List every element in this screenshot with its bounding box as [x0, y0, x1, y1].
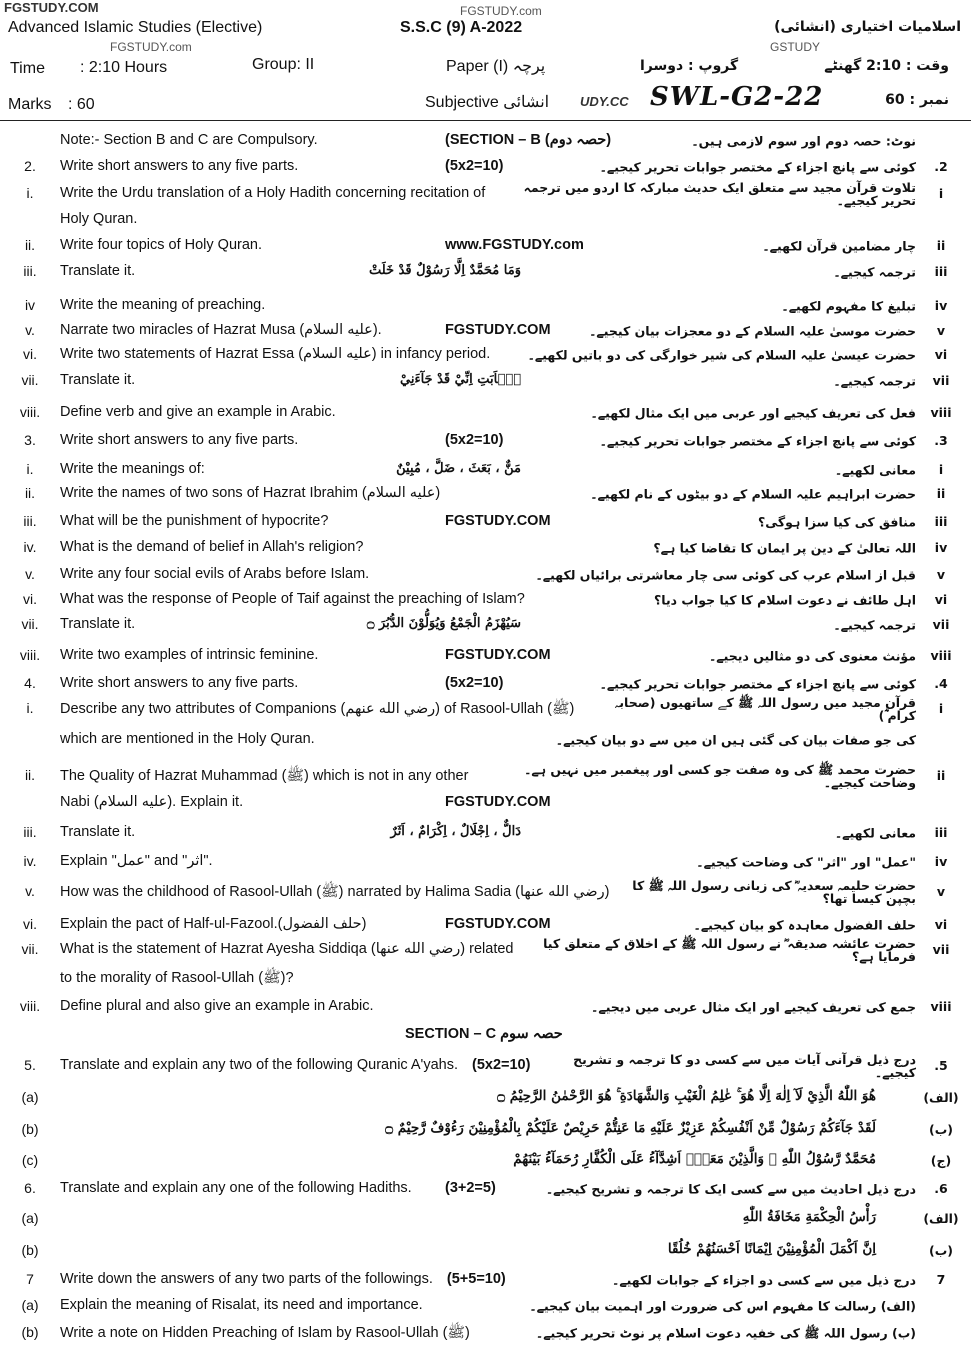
- question-text: Holy Quran.: [60, 211, 138, 227]
- question-text: The Quality of Hazrat Muhammad (ﷺ) which is not in any other: [60, 768, 469, 784]
- question-row: [0, 430, 971, 452]
- question-number-urdu: vii: [932, 617, 950, 632]
- question-text-urdu: حضرت ابراہیم علیہ السلام کے دو بیٹوں کے نام لکھیے۔: [590, 486, 916, 502]
- question-row: [0, 564, 971, 586]
- watermark-text: UDY.CC: [580, 94, 629, 109]
- question-number: iv.: [23, 539, 37, 555]
- question-number-urdu: viii: [930, 999, 952, 1014]
- question-number-urdu: (ج): [930, 1153, 952, 1168]
- question-number-urdu: 7: [936, 1272, 946, 1287]
- question-number: viii.: [19, 647, 41, 663]
- question-number: i.: [26, 461, 34, 477]
- question-text: Translate and explain any two of the following Quranic A'yahs.: [60, 1057, 458, 1073]
- question-number: viii.: [19, 404, 41, 420]
- question-row: [0, 295, 971, 317]
- question-row: [0, 235, 971, 257]
- question-marks: FGSTUDY.COM: [445, 513, 551, 529]
- question-number: iii.: [23, 513, 37, 529]
- arabic-text: يٰۤاَبَتِ اِنِّيْ قَدْ جَآءَنِيْ: [400, 372, 521, 387]
- question-text-urdu: حضرت محمد ﷺ کی وہ صفت جو کسی اور پیغمبر میں نہیں ہے۔ وضاحت کیجیے۔: [524, 762, 916, 790]
- question-marks: SECTION – C حصہ سوم: [405, 1026, 563, 1042]
- question-text-urdu: نوٹ: حصہ دوم اور سوم لازمی ہیں۔: [691, 133, 916, 149]
- arabic-verse: هُوَ اللّٰهُ الَّذِيْ لَآ اِلٰهَ اِلَّا هُوَ ۚ عٰلِمُ الْغَيْبِ وَالشَّهَادَةِ ۚ هُوَ الرَّحْمٰنُ الرَّحِيْمُ ۝: [497, 1088, 876, 1104]
- question-row: [0, 851, 971, 873]
- watermark-text: FGSTUDY.COM: [4, 0, 99, 15]
- question-row: [0, 967, 971, 989]
- question-number-urdu: 2.: [934, 159, 948, 174]
- question-number: vi.: [23, 916, 37, 932]
- question-marks: (5x2=10): [445, 675, 504, 691]
- question-text-urdu: حضرت موسیٰ علیہ السلام کے دو معجزات بیان کیجیے۔: [589, 323, 916, 339]
- question-text-urdu: قرآن مجید میں رسول اللہ ﷺ کے ساتھیوں (صحابہ کرام ؓ): [614, 695, 916, 723]
- question-text-urdu: ترجمہ کیجیے۔: [833, 617, 916, 633]
- question-number: (b): [21, 1121, 39, 1137]
- question-text: Translate and explain any one of the following Hadiths.: [60, 1180, 412, 1196]
- question-row: [0, 936, 971, 964]
- question-row: [0, 1322, 971, 1344]
- question-number: vii.: [21, 372, 39, 388]
- question-text: Write the meanings of:: [60, 461, 205, 477]
- question-row: [0, 695, 971, 723]
- question-text-urdu: تلاوت قرآن مجید سے متعلق ایک حدیث مبارکہ کا اردو میں ترجمہ تحریر کیجیے۔: [523, 180, 916, 208]
- question-row: [0, 1052, 971, 1080]
- question-text: Write a note on Hidden Preaching of Islam by Rasool-Ullah (ﷺ): [60, 1325, 470, 1341]
- group-label: Group: II: [252, 56, 315, 73]
- question-number-urdu: (ب): [929, 1243, 953, 1258]
- arabic-text: مَنٌّ ، بَعَثَ ، ضَلَّ ، مُبِيْنٌ: [396, 461, 521, 476]
- question-row: [0, 1087, 971, 1109]
- question-row: [0, 537, 971, 559]
- question-text-urdu: قبل از اسلام عرب کی کوئی سی چار معاشرتی برائیاں لکھیے۔: [535, 567, 916, 583]
- question-number: ii.: [24, 237, 36, 253]
- question-marks: (5x2=10): [445, 158, 504, 174]
- marks-value: : 60: [68, 96, 95, 113]
- question-text-urdu: (الف) رسالت کا مفہوم اس کی ضرورت اور اہمیت بیان کیجیے۔: [529, 1298, 916, 1314]
- question-text-urdu: درج ذیل قرآنی آیات میں سے کسی دو کا ترجمہ و تشریح کیجیے۔: [573, 1052, 916, 1080]
- arabic-text: وَمَا مُحَمَّدٌ اِلَّا رَسُوْلٌ قَدْ خَلَتْ: [368, 263, 521, 278]
- question-number-urdu: iv: [934, 540, 948, 555]
- arabic-verse: اِنَّ اَكْمَلَ الْمُؤْمِنِيْنَ اِيْمَانًا اَحْسَنُهُمْ خُلُقًا: [667, 1241, 876, 1257]
- question-text: Write four topics of Holy Quran.: [60, 237, 263, 253]
- question-text: Write two examples of intrinsic feminine.: [60, 647, 319, 663]
- question-number-urdu: v: [936, 884, 946, 899]
- question-number: vii.: [21, 941, 39, 957]
- question-number-urdu: viii: [930, 648, 952, 663]
- question-text-urdu: کوئی سے پانچ اجزاء کے مختصر جوابات تحریر کیجیے۔: [599, 676, 916, 692]
- question-text-urdu: تبلیغ کا مفہوم لکھیے۔: [781, 298, 916, 314]
- question-number: 4.: [24, 675, 36, 691]
- question-row: [0, 156, 971, 178]
- question-number-urdu: v: [936, 567, 946, 582]
- question-text-urdu: درج ذیل احادیث میں سے کسی ایک کا ترجمہ و تشریح کیجیے۔: [545, 1181, 916, 1197]
- question-text: What will be the punishment of hypocrite?: [60, 513, 329, 529]
- question-text: Write the Urdu translation of a Holy Hadith concerning recitation of: [60, 185, 486, 201]
- question-number-urdu: (الف): [923, 1211, 959, 1226]
- question-row: [0, 370, 971, 392]
- question-text: Note:- Section B and C are Compulsory.: [60, 132, 318, 148]
- question-marks: (5+5=10): [446, 1271, 506, 1287]
- question-text: Write the meaning of preaching.: [60, 297, 266, 313]
- question-text-urdu: معانی لکھیے۔: [834, 462, 916, 478]
- question-number: (a): [21, 1089, 39, 1105]
- question-text: Explain the meaning of Risalat, its need and importance.: [60, 1297, 423, 1313]
- question-text: What was the response of People of Taif against the preaching of Islam?: [60, 591, 525, 607]
- question-row: [0, 614, 971, 636]
- question-marks: (5x2=10): [472, 1057, 531, 1073]
- question-number: (a): [21, 1210, 39, 1226]
- question-text: What is the statement of Hazrat Ayesha Siddiqa (رضي الله عنها) related: [60, 941, 514, 957]
- question-number: 7: [26, 1271, 34, 1287]
- question-row: [0, 589, 971, 611]
- arabic-verse: مُحَمَّدٌ رَّسُوْلُ اللّٰهِ ۚ وَالَّذِيْنَ مَعَهٗۤ اَشِدَّآءُ عَلَى الْكُفَّارِ رُحَمَآءُ بَيْنَهُمْ: [513, 1151, 876, 1167]
- question-text: Translate it.: [60, 263, 136, 279]
- question-text-urdu: کی جو صفات بیان کی گئی ہیں ان میں سے دو بیان کیجیے۔: [555, 732, 916, 748]
- paper-label: Paper (I) پرچہ: [446, 58, 546, 75]
- question-number: iii.: [23, 263, 37, 279]
- watermark-text: FGSTUDY.com: [460, 4, 542, 18]
- question-row: [0, 878, 971, 906]
- question-text-urdu: اہل طائف نے دعوت اسلام کا کیا جواب دیا؟: [654, 592, 916, 608]
- question-number: v.: [25, 883, 35, 899]
- question-marks: (3+2=5): [445, 1180, 496, 1196]
- question-number: 6.: [24, 1180, 36, 1196]
- question-text: Translate it.: [60, 824, 136, 840]
- question-number-urdu: (ب): [929, 1122, 953, 1137]
- question-number: (b): [21, 1242, 39, 1258]
- question-text: Write short answers to any five parts.: [60, 675, 299, 691]
- question-number: vii.: [21, 616, 39, 632]
- question-number: 3.: [24, 432, 36, 448]
- question-text-urdu: کوئی سے پانچ اجزاء کے مختصر جوابات تحریر کیجیے۔: [599, 159, 916, 175]
- watermark-text: GSTUDY: [770, 40, 821, 54]
- arabic-text: دَالٌّ ، اِجْلَالٌ ، اِكْرَامٌ ، اَثَرٌ: [390, 824, 521, 839]
- question-row: [0, 792, 971, 814]
- question-number-urdu: vii: [932, 942, 950, 957]
- question-text: What is the demand of belief in Allah's religion?: [60, 539, 364, 555]
- question-number-urdu: i: [938, 186, 944, 201]
- question-text: How was the childhood of Rasool-Ullah (ﷺ) narrated by Halima Sadia (رضي الله عنها): [60, 884, 610, 900]
- question-text-urdu: کوئی سے پانچ اجزاء کے مختصر جوابات تحریر کیجیے۔: [599, 433, 916, 449]
- question-text: Translate it.: [60, 616, 136, 632]
- question-row: [0, 914, 971, 936]
- question-number: iv: [24, 297, 36, 313]
- question-text: Translate it.: [60, 372, 136, 388]
- question-text: Write down the answers of any two parts of the followings.: [60, 1271, 433, 1287]
- question-row: [0, 320, 971, 342]
- question-number: v.: [25, 566, 35, 582]
- question-number: i.: [26, 700, 34, 716]
- question-text-urdu: ترجمہ کیجیے۔: [833, 373, 916, 389]
- watermark-text: FGSTUDY.com: [110, 40, 192, 54]
- question-text-urdu: حضرت عائشہ صدیقہ ؓ نے رسول اللہ ﷺ کے اخلاق کے متعلق کیا فرمایا ہے؟: [543, 936, 916, 964]
- question-text: Explain "عمل" and "اثر".: [60, 853, 213, 869]
- marks-label: Marks: [8, 96, 52, 113]
- question-text-urdu: درج ذیل میں سے کسی دو اجزاء کے جوابات لکھیے۔: [612, 1272, 916, 1288]
- question-number-urdu: 3.: [934, 433, 948, 448]
- question-row: [0, 209, 971, 231]
- question-text-urdu: "عمل" اور "اثر" کی وضاحت کیجیے۔: [696, 854, 916, 870]
- question-number-urdu: i: [938, 701, 944, 716]
- question-row: [0, 1295, 971, 1317]
- question-text: Describe any two attributes of Companions (رضي الله عنهم) of Rasool-Ullah (ﷺ): [60, 701, 575, 717]
- question-row: [0, 1119, 971, 1141]
- question-row: [0, 483, 971, 505]
- question-text-urdu: حلف الفضول معاہدہ کو بیان کیجیے۔: [693, 917, 916, 933]
- arabic-verse: رَأْسُ الْحِكْمَةِ مَخَافَةُ اللّٰهِ: [742, 1209, 876, 1225]
- question-text-urdu: حضرت عیسیٰ علیہ السلام کی شیر خوارگی کی دو باتیں لکھیے۔: [527, 347, 916, 363]
- question-text: Write the names of two sons of Hazrat Ibrahim (عليه السلام): [60, 485, 441, 501]
- question-text: Write short answers to any five parts.: [60, 432, 299, 448]
- question-number-urdu: ii: [936, 238, 946, 253]
- question-number-urdu: ii: [936, 486, 946, 501]
- question-number: (b): [21, 1324, 39, 1340]
- question-text-urdu: مؤنث معنوی کی دو مثالیں دیجیے۔: [708, 648, 916, 664]
- question-row: [0, 673, 971, 695]
- question-number-urdu: (الف): [923, 1090, 959, 1105]
- question-text: to the morality of Rasool-Ullah (ﷺ)?: [60, 970, 294, 986]
- question-row: [0, 996, 971, 1018]
- question-text: Explain the pact of Half-ul-Fazool.(حلف الفضول): [60, 916, 367, 932]
- question-number-urdu: iv: [934, 298, 948, 313]
- question-text-urdu: حضرت حلیمہ سعدیہ ؓ کی زبانی رسول اللہ ﷺ کا بچپن کیسا تھا؟: [632, 878, 916, 906]
- header-divider: [0, 120, 971, 121]
- question-marks: (SECTION – B (حصہ دوم): [445, 132, 612, 148]
- question-text-urdu: اللہ تعالیٰ کے دین پر ایمان کا تقاضا کیا ہے؟: [653, 540, 916, 556]
- question-text: Nabi (عليه السلام). Explain it.: [60, 794, 244, 810]
- question-row: [0, 822, 971, 844]
- question-number: i.: [26, 185, 34, 201]
- question-number-urdu: ii: [936, 768, 946, 783]
- arabic-text: سَيُهْزَمُ الْجَمْعُ وَيُوَلُّوْنَ الدُّبُرَ ۝: [366, 616, 521, 631]
- question-marks: FGSTUDY.COM: [445, 647, 551, 663]
- question-number: 5.: [24, 1057, 36, 1073]
- question-marks: (5x2=10): [445, 432, 504, 448]
- question-number-urdu: vii: [932, 373, 950, 388]
- arabic-verse: لَقَدْ جَآءَكُمْ رَسُوْلٌ مِّنْ اَنْفُسِكُمْ عَزِيْزٌ عَلَيْهِ مَا عَنِتُّمْ حَرِيْصٌ عَلَيْكُمْ بِالْمُؤْمِنِيْنَ رَءُوْفٌ رَّحِيْمٌ ۝: [385, 1120, 876, 1136]
- question-number-urdu: vi: [934, 917, 948, 932]
- question-row: [0, 645, 971, 667]
- question-row: [0, 180, 971, 208]
- question-row: [0, 762, 971, 790]
- question-row: [0, 459, 971, 481]
- question-row: [0, 344, 971, 366]
- question-marks: www.FGSTUDY.com: [445, 237, 584, 253]
- question-text-urdu: منافق کی کیا سزا ہوگی؟: [757, 514, 916, 530]
- question-text-urdu: فعل کی تعریف کیجیے اور عربی میں ایک مثال لکھیے۔: [590, 405, 916, 421]
- question-number: iii.: [23, 824, 37, 840]
- question-row: [0, 130, 971, 152]
- question-number: vi.: [23, 346, 37, 362]
- question-row: [0, 261, 971, 283]
- question-number-urdu: vi: [934, 592, 948, 607]
- question-number-urdu: iii: [934, 264, 948, 279]
- question-number: 2.: [24, 158, 36, 174]
- question-text: Write short answers to any five parts.: [60, 158, 299, 174]
- question-text: Define verb and give an example in Arabic.: [60, 404, 336, 420]
- question-row: [0, 402, 971, 424]
- time-label-urdu: وقت : 2:10 گھنٹے: [824, 58, 949, 74]
- question-number: (c): [21, 1152, 39, 1168]
- question-number: viii.: [19, 998, 41, 1014]
- question-text-urdu: ترجمہ کیجیے۔: [833, 264, 916, 280]
- question-row: [0, 1269, 971, 1291]
- question-number: ii.: [24, 485, 36, 501]
- question-text: Write two statements of Hazrat Essa (عليه السلام) in infancy period.: [60, 346, 491, 362]
- question-text-urdu: معانی لکھیے۔: [834, 825, 916, 841]
- exam-class: S.S.C (9) A-2022: [400, 19, 523, 36]
- question-row: [0, 729, 971, 751]
- question-marks: FGSTUDY.COM: [445, 322, 551, 338]
- question-text-urdu: جمع کی تعریف کیجیے اور ایک مثال عربی میں دیجیے۔: [591, 999, 916, 1015]
- question-row: [0, 1208, 971, 1230]
- question-number: iv.: [23, 853, 37, 869]
- question-number-urdu: iii: [934, 825, 948, 840]
- question-number-urdu: iv: [934, 854, 948, 869]
- marks-label-urdu: نمبر : 60: [885, 92, 949, 108]
- question-number-urdu: vi: [934, 347, 948, 362]
- question-number-urdu: 6.: [934, 1181, 948, 1196]
- question-number-urdu: 5.: [934, 1058, 948, 1073]
- question-number-urdu: 4.: [934, 676, 948, 691]
- subject-title-urdu: اسلامیات اختیاری (انشائی): [774, 19, 961, 35]
- question-text-urdu: (ب) رسول اللہ ﷺ کی خفیہ دعوت اسلام پر نوٹ تحریر کیجیے۔: [535, 1325, 916, 1341]
- question-text: which are mentioned in the Holy Quran.: [60, 731, 315, 747]
- question-row: [0, 1240, 971, 1262]
- time-label: Time: [10, 60, 45, 77]
- question-marks: FGSTUDY.COM: [445, 794, 551, 810]
- question-row: [0, 511, 971, 533]
- question-number-urdu: viii: [930, 405, 952, 420]
- question-number: vi.: [23, 591, 37, 607]
- question-text-urdu: چار مضامین قرآن لکھیے۔: [762, 238, 916, 254]
- time-value: : 2:10 Hours: [80, 59, 168, 76]
- question-number-urdu: iii: [934, 514, 948, 529]
- question-row: [0, 1178, 971, 1200]
- question-number: v.: [25, 322, 35, 338]
- question-number-urdu: i: [938, 462, 944, 477]
- subject-title: Advanced Islamic Studies (Elective): [8, 19, 263, 36]
- question-row: [0, 1024, 971, 1046]
- subjective-label: Subjective انشائی: [425, 94, 550, 111]
- question-marks: FGSTUDY.COM: [445, 916, 551, 932]
- question-number: (a): [21, 1297, 39, 1313]
- question-number: ii.: [24, 767, 36, 783]
- question-number-urdu: v: [936, 323, 946, 338]
- question-text: Write any four social evils of Arabs before Islam.: [60, 566, 370, 582]
- question-text: Define plural and also give an example in Arabic.: [60, 998, 374, 1014]
- group-label-urdu: گروپ : دوسرا: [640, 58, 739, 74]
- paper-code-handwritten: SWL-G2-22: [650, 82, 824, 112]
- question-row: [0, 1150, 971, 1172]
- question-text: Narrate two miracles of Hazrat Musa (عليه السلام).: [60, 322, 382, 338]
